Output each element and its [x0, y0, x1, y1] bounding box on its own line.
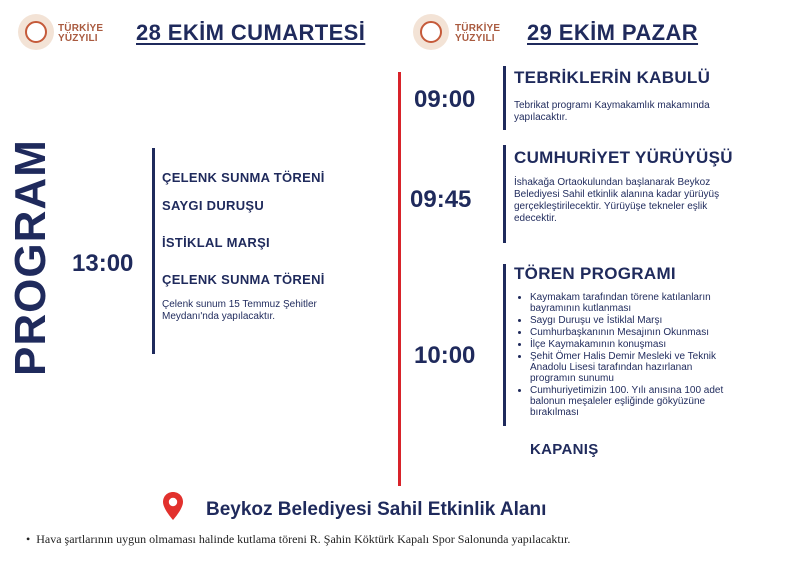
center-divider — [398, 72, 401, 486]
list-item — [530, 351, 790, 384]
description-line: gerçekleştirilecektir. Yürüyüşe tekneler eşlik — [514, 201, 708, 212]
list-item-line: bayramının kutlanması — [530, 303, 632, 314]
event-title: TEBRİKLERİN KABULÜ — [514, 68, 711, 87]
list-item-line: Şehit Ömer Halis Demir Mesleki ve Teknik — [530, 351, 716, 362]
event-title: CUMHURİYET YÜRÜYÜŞÜ — [514, 148, 733, 167]
event-title: TÖREN PROGRAMI — [514, 264, 676, 283]
closing-label: KAPANIŞ — [530, 441, 599, 458]
list-item — [530, 339, 790, 350]
location-text: Beykoz Belediyesi Sahil Etkinlik Alanı — [206, 499, 547, 520]
logo-line2: YÜZYILI — [455, 33, 495, 44]
day1-item: ÇELENK SUNMA TÖRENİ — [162, 272, 325, 287]
turkiye-yuzyili-logo-icon — [18, 14, 54, 50]
day1-note-line: Meydanı'nda yapılacaktır. — [162, 311, 276, 322]
day1-item: ÇELENK SUNMA TÖRENİ — [162, 170, 325, 185]
bullet-dot: • — [26, 532, 37, 546]
description-line: edecektir. — [514, 213, 557, 224]
event-time: 10:00 — [414, 342, 476, 369]
left-header-title: 28 EKİM CUMARTESİ — [136, 20, 366, 45]
logo-line1: TÜRKİYE — [455, 23, 501, 34]
list-item — [530, 315, 790, 326]
list-item — [530, 327, 790, 338]
right-header-title: 29 EKİM PAZAR — [527, 20, 699, 45]
logo-text-right — [455, 24, 500, 44]
ceremony-list — [516, 292, 790, 419]
list-item-line: Kaymakam tarafından törene katılanların — [530, 292, 711, 303]
event-time: 09:45 — [410, 186, 472, 213]
program-vertical-label: PROGRAM — [6, 139, 55, 376]
footnote — [26, 532, 570, 547]
day1-note — [162, 299, 317, 323]
logo-line1: TÜRKİYE — [58, 23, 104, 34]
day1-divider — [152, 148, 155, 354]
event-time: 09:00 — [414, 86, 476, 113]
list-item-line: bırakılması — [530, 407, 579, 418]
description-line: yapılacaktır. — [514, 112, 568, 123]
logo-line2: YÜZYILI — [58, 33, 98, 44]
list-item-line: Cumhurbaşkanının Mesajının Okunması — [530, 327, 709, 338]
day1-item: İSTİKLAL MARŞI — [162, 235, 270, 250]
event-divider — [503, 145, 506, 243]
list-item — [530, 292, 790, 314]
list-item-line: İlçe Kaymakamının konuşması — [530, 339, 667, 350]
event-divider — [503, 264, 506, 426]
description-line: İshakağa Ortaokulundan başlanarak Beykoz — [514, 177, 711, 188]
list-item-line: programın sunumu — [530, 373, 614, 384]
event-description — [514, 100, 710, 124]
day1-time: 13:00 — [72, 250, 134, 277]
footnote-text: Hava şartlarının uygun olmaması halinde kutlama töreni R. Şahin Köktürk Kapalı Spor Salonunda yapılacaktır. — [36, 532, 571, 546]
turkiye-yuzyili-logo-icon — [413, 14, 449, 50]
list-item — [530, 385, 790, 418]
list-item-line: Saygı Duruşu ve İstiklal Marşı — [530, 315, 663, 326]
day1-note-line: Çelenk sunum 15 Temmuz Şehitler — [162, 299, 317, 310]
event-description — [514, 177, 719, 225]
day1-item: SAYGI DURUŞU — [162, 198, 265, 213]
description-line: Belediyesi Sahil etkinlik alanına kadar yürüyüş — [514, 189, 720, 200]
logo-text-left — [58, 24, 103, 44]
description-line: Tebrikat programı Kaymakamlık makamında — [514, 100, 710, 111]
location-pin-icon — [162, 491, 184, 521]
event-divider — [503, 66, 506, 130]
list-item-line: Cumhuriyetimizin 100. Yılı anısına 100 adet — [530, 385, 724, 396]
list-item-line: Anadolu Lisesi tarafından hazırlanan — [530, 362, 693, 373]
list-item-line: balonun meşaleler eşliğinde gökyüzüne — [530, 396, 706, 407]
